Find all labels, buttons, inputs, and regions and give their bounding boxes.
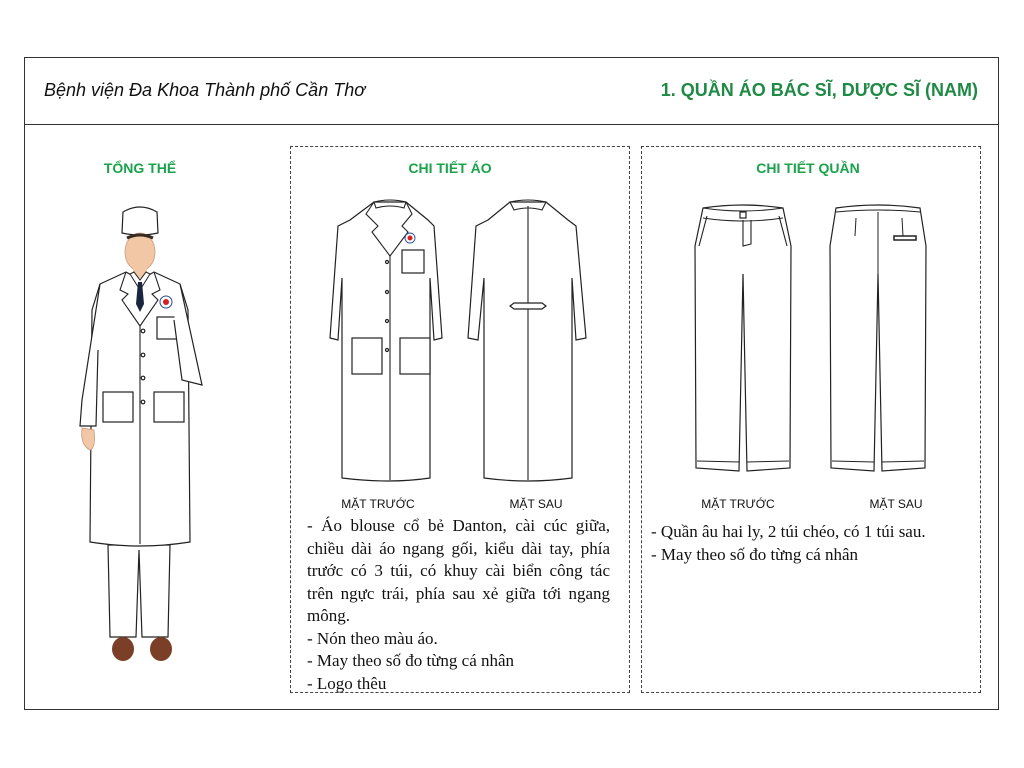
shirt-desc-line: - Áo blouse cổ bẻ Danton, cài cúc giữa, chiều dài áo ngang gối, kiểu dài tay, phía trước có 3 túi, có khuy cài biển công tác trên ngực trái, phía sau xẻ giữa tới ngang mông. [307,516,610,625]
pants-desc-line: - Quần âu hai ly, 2 túi chéo, có 1 túi sau. [651,522,926,541]
pants-back-label: MẶT SAU [869,497,923,511]
sheet-header [25,58,998,125]
shirt-front-label: MẶT TRƯỚC [341,497,415,511]
pants-desc-line: - May theo số đo từng cá nhân [651,544,859,564]
coat-back-illustration [466,198,590,483]
pants-front-label: MẶT TRƯỚC [701,497,775,511]
section-title-shirt: CHI TIẾT ÁO [408,160,492,176]
pants-description [651,521,971,566]
hospital-name: Bệnh viện Đa Khoa Thành phố Cần Thơ [44,80,366,100]
doctor-figure-illustration [70,200,210,670]
shirt-description [307,515,610,695]
document-title: 1. QUẦN ÁO BÁC SĨ, DƯỢC SĨ (NAM) [660,80,978,100]
shirt-desc-line: - Nón theo màu áo. [307,628,438,648]
shirt-back-label: MẶT SAU [509,497,563,511]
pants-back-illustration [828,206,928,478]
section-title-pants: CHI TIẾT QUẦN [756,160,860,176]
section-title-overall: TỔNG THỂ [103,160,177,176]
shirt-desc-line: - May theo số đo từng cá nhân [307,651,515,670]
pants-detail-panel [641,146,981,693]
pants-front-illustration [693,206,793,478]
shirt-desc-line: - Logo thêu [307,673,387,693]
coat-front-illustration [330,198,450,483]
